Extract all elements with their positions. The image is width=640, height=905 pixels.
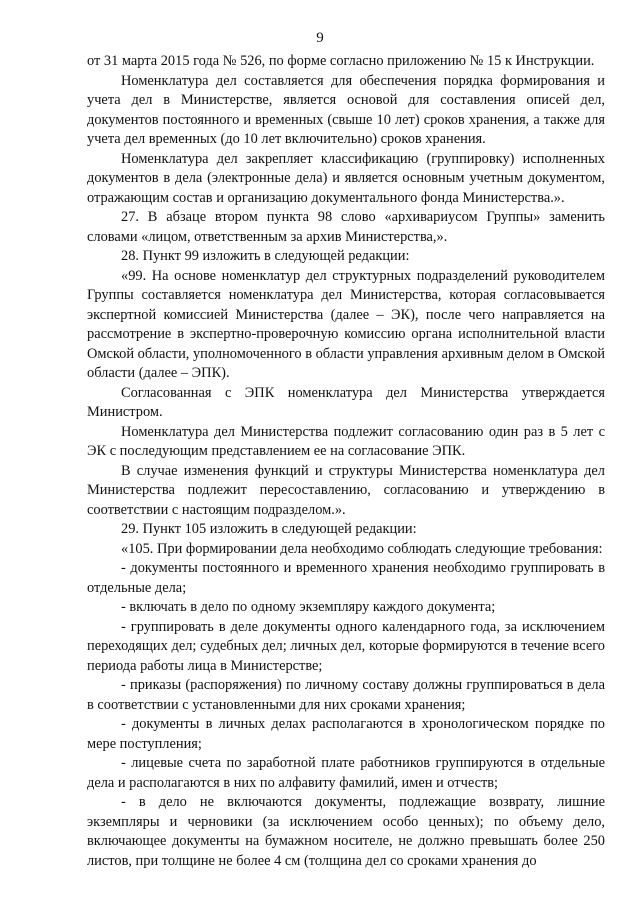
- paragraph-clause-105: «105. При формировании дела необходимо соблюдать следующие требования:: [121, 540, 603, 557]
- document-body: [87, 52, 605, 871]
- list-item: - группировать в деле документы одного календарного года, за исключением переходящих дел; судебных дел; личных дел, которые формируются в течение всего периода работы лица в Министерстве;: [87, 618, 605, 674]
- list-item: - документы в личных делах располагаются в хронологическом порядке по мере поступления;: [87, 716, 605, 752]
- paragraph: Согласованная с ЭПК номенклатура дел Министерства утверждается Министром.: [87, 384, 605, 420]
- paragraph: Номенклатура дел Министерства подлежит согласованию один раз в 5 лет с ЭК с последующим представлением ее на согласование ЭПК.: [87, 423, 605, 459]
- list-item: - включать в дело по одному экземпляру каждого документа;: [121, 599, 496, 615]
- list-item: - приказы (распоряжения) по личному составу должны группироваться в дела в соответствии с установленными для них сроками хранения;: [87, 677, 605, 713]
- page-number: 9: [316, 30, 324, 46]
- list-item: - документы постоянного и временного хранения необходимо группировать в отдельные дела;: [87, 560, 605, 596]
- paragraph: Номенклатура дел закрепляет классификацию (группировку) исполненных документов в дела (электронные дела) и является основным учетным документом, отражающим состав и организацию документального фонда Министерства.».: [87, 150, 605, 206]
- list-item: - в дело не включаются документы, подлежащие возврату, лишние экземпляры и черновики (за исключением особо ценных); по объему дело, включающее документы на бумажном носителе, не должно превышать более 250 листов, при толщине не более 4 см (толщина дел со сроками хранения до: [87, 794, 605, 869]
- paragraph-clause-99: «99. На основе номенклатур дел структурных подразделений руководителем Группы составляется номенклатура дел Министерства, которая согласовывается экспертной комиссией Министерства (далее – ЭК), после чего направляется на рассмотрение в экспертно-проверочную комиссию органа исполнительной власти Омской области, уполномоченного в области управления архивным делом в Омской области (далее – ЭПК).: [87, 267, 605, 381]
- list-item: - лицевые счета по заработной плате работников группируются в отдельные дела и располагаются в них по алфавиту фамилий, имен и отчеств;: [87, 755, 605, 791]
- paragraph: В случае изменения функций и структуры Министерства номенклатура дел Министерства подлежит пересоставлению, согласованию и утверждению в соответствии с настоящим подразделом.».: [87, 462, 605, 518]
- paragraph: Номенклатура дел составляется для обеспечения порядка формирования и учета дел в Министерстве, является основой для составления описей дел, документов постоянного и временных (свыше 10 лет) сроков хранения, а также для учета дел временных (до 10 лет включительно) сроков хранения.: [87, 72, 605, 147]
- paragraph-continuation: от 31 марта 2015 года № 526, по форме согласно приложению № 15 к Инструкции.: [87, 53, 595, 69]
- paragraph-amendment-27: 27. В абзаце втором пункта 98 слово «архивариусом Группы» заменить словами «лицом, ответственным за архив Министерства,».: [87, 209, 605, 245]
- paragraph-amendment-29: 29. Пункт 105 изложить в следующей редакции:: [121, 521, 417, 537]
- paragraph-amendment-28: 28. Пункт 99 изложить в следующей редакции:: [121, 248, 410, 264]
